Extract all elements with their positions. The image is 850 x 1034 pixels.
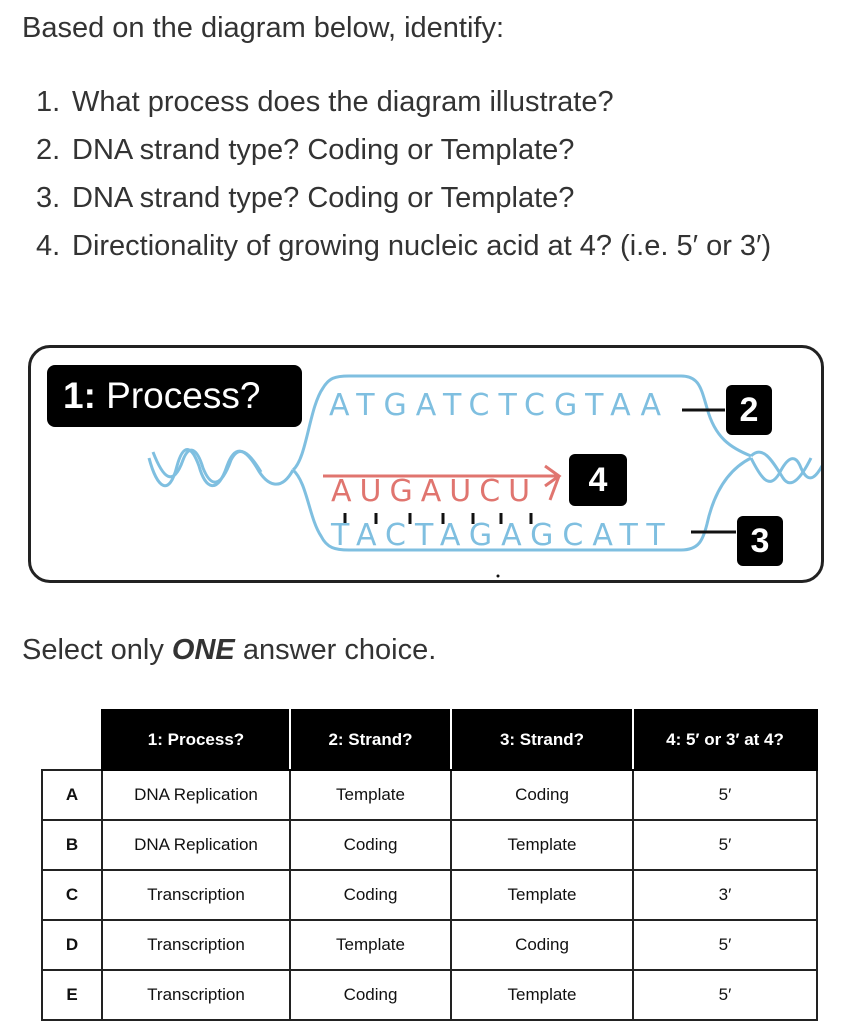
question-item: [36, 126, 816, 174]
choice-letter[interactable]: C: [42, 870, 102, 920]
answer-choices-table: [41, 709, 818, 1021]
cell-process: Transcription: [102, 870, 290, 920]
intro-text: Based on the diagram below, identify:: [22, 12, 505, 44]
choice-letter[interactable]: E: [42, 970, 102, 1020]
header-strand2: 2: Strand?: [290, 710, 451, 770]
question-text: Directionality of growing nucleic acid at 4? (i.e. 5′ or 3′): [72, 230, 772, 262]
cell-process: DNA Replication: [102, 770, 290, 820]
answer-row-b[interactable]: [42, 820, 817, 870]
cell-process: DNA Replication: [102, 820, 290, 870]
bottom-dna-strand: TACTAGAGCATT: [331, 518, 674, 553]
choice-letter[interactable]: A: [42, 770, 102, 820]
process-label-number: 1:: [63, 375, 96, 416]
cell-strand2: Coding: [290, 870, 451, 920]
cell-direction: 5′: [633, 770, 817, 820]
label-badge-3: 3: [737, 516, 783, 566]
table-header-row: [42, 710, 817, 770]
question-list: [36, 78, 816, 270]
question-item: [36, 78, 816, 126]
cell-direction: 5′: [633, 970, 817, 1020]
question-item: [36, 222, 816, 270]
answer-row-d[interactable]: [42, 920, 817, 970]
header-blank: [42, 710, 102, 770]
header-direction: 4: 5′ or 3′ at 4?: [633, 710, 817, 770]
cell-strand2: Template: [290, 920, 451, 970]
answer-row-c[interactable]: [42, 870, 817, 920]
top-dna-strand: ATGATCTCGTAA: [329, 388, 671, 423]
cell-direction: 5′: [633, 920, 817, 970]
cell-strand3: Coding: [451, 770, 633, 820]
header-process: 1: Process?: [102, 710, 290, 770]
cell-direction: 3′: [633, 870, 817, 920]
rna-strand: AUGAUCU: [331, 474, 539, 509]
question-text: What process does the diagram illustrate?: [72, 86, 614, 118]
instruction-pre: Select only: [22, 634, 172, 666]
cell-strand2: Template: [290, 770, 451, 820]
cell-process: Transcription: [102, 920, 290, 970]
instruction-post: answer choice.: [234, 634, 437, 666]
instruction-emphasis: ONE: [171, 634, 235, 666]
process-label: [47, 365, 302, 427]
cell-strand3: Template: [451, 970, 633, 1020]
question-number: 4.: [36, 230, 61, 262]
question-number: 1.: [36, 86, 61, 118]
cell-direction: 5′: [633, 820, 817, 870]
label-badge-4: 4: [569, 454, 627, 506]
label-badge-2: 2: [726, 385, 772, 435]
question-text: DNA strand type? Coding or Template?: [72, 182, 575, 214]
choice-letter[interactable]: D: [42, 920, 102, 970]
process-label-text: Process?: [95, 375, 261, 416]
question-item: [36, 174, 816, 222]
cell-process: Transcription: [102, 970, 290, 1020]
answer-row-a[interactable]: [42, 770, 817, 820]
transcription-diagram: [28, 345, 824, 583]
question-number: 3.: [36, 182, 61, 214]
cell-strand2: Coding: [290, 970, 451, 1020]
instruction-text: [22, 628, 436, 672]
cell-strand3: Coding: [451, 920, 633, 970]
question-text: DNA strand type? Coding or Template?: [72, 134, 575, 166]
choice-letter[interactable]: B: [42, 820, 102, 870]
cell-strand2: Coding: [290, 820, 451, 870]
question-number: 2.: [36, 134, 61, 166]
answer-row-e[interactable]: [42, 970, 817, 1020]
cell-strand3: Template: [451, 820, 633, 870]
header-strand3: 3: Strand?: [451, 710, 633, 770]
cell-strand3: Template: [451, 870, 633, 920]
